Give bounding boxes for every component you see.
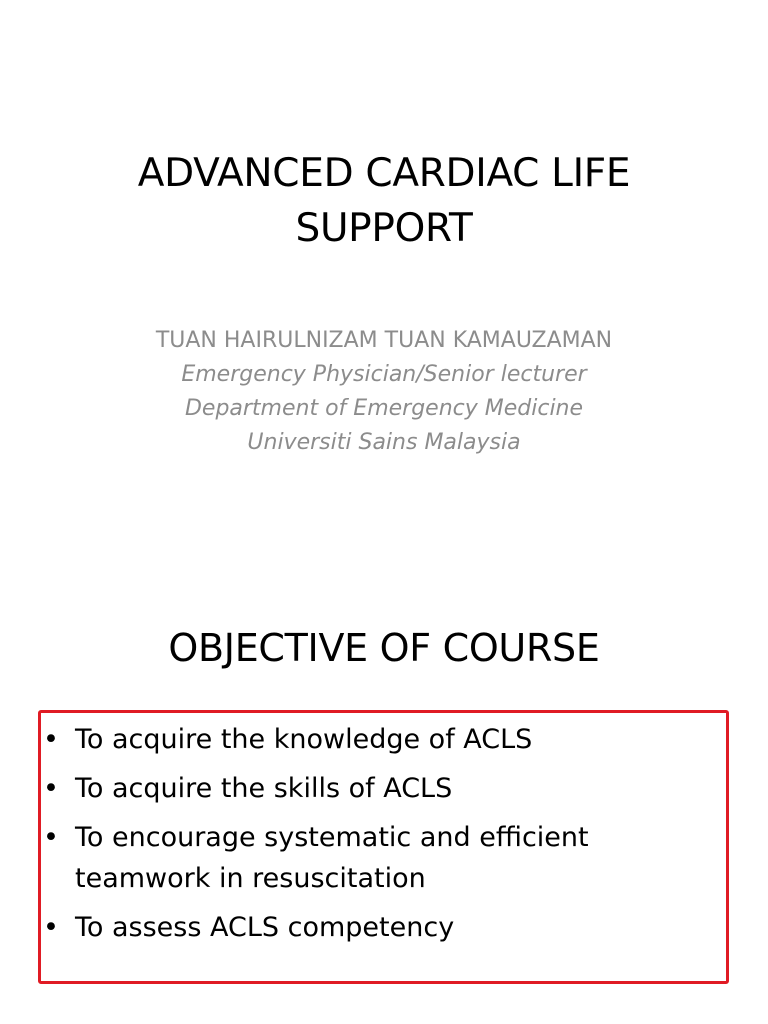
list-item [43, 907, 703, 948]
list-item [43, 768, 703, 809]
objectives-list [43, 719, 703, 956]
objective-text: To assess ACLS competency [75, 912, 455, 943]
objective-text: To encourage systematic and efficient teamwork in resuscitation [75, 822, 589, 894]
bullet-icon: • [43, 773, 59, 804]
presenter-department: Department of Emergency Medicine [184, 396, 584, 421]
list-item [43, 817, 703, 899]
slide-title-line-2: SUPPORT [295, 206, 473, 251]
objective-text: To acquire the skills of ACLS [75, 773, 453, 804]
objectives-slide [0, 576, 768, 1024]
objective-text: To acquire the knowledge of ACLS [75, 724, 533, 755]
presenter-institution: Universiti Sains Malaysia [247, 430, 521, 455]
presenter-role: Emergency Physician/Senior lecturer [181, 362, 587, 387]
presenter-name: TUAN HAIRULNIZAM TUAN KAMAUZAMAN [155, 328, 613, 353]
bullet-icon: • [43, 822, 59, 853]
slide-title-line-1: ADVANCED CARDIAC LIFE [137, 151, 631, 196]
bullet-icon: • [43, 912, 59, 943]
objectives-title: OBJECTIVE OF COURSE [168, 626, 600, 670]
slide-title [0, 146, 768, 256]
list-item [43, 719, 703, 760]
bullet-icon: • [43, 724, 59, 755]
presenter-info [0, 324, 768, 460]
